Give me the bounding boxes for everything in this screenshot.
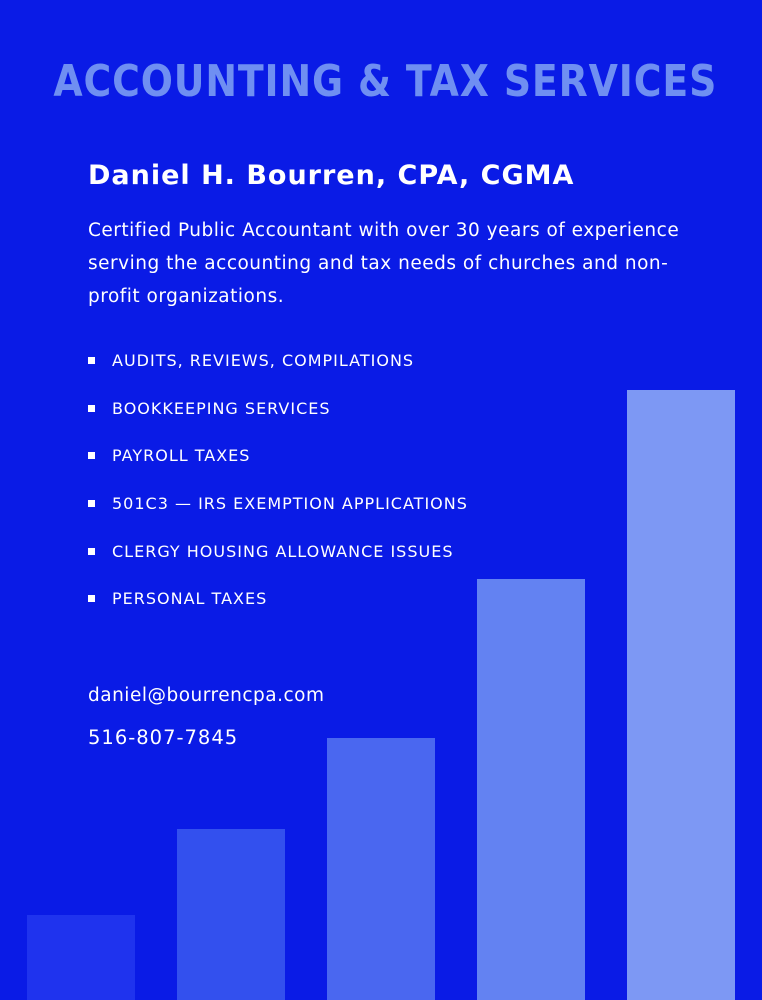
decor-bar-5 xyxy=(627,390,735,1000)
service-item xyxy=(88,527,468,575)
service-label: BOOKKEEPING SERVICES xyxy=(112,398,331,418)
decor-bar-3 xyxy=(327,738,435,1000)
square-bullet-icon xyxy=(88,548,95,555)
service-item xyxy=(88,575,468,623)
contact-phone[interactable]: 516-807-7845 xyxy=(88,726,239,749)
service-label: PERSONAL TAXES xyxy=(112,589,268,609)
service-label: PAYROLL TAXES xyxy=(112,446,251,466)
service-item xyxy=(88,385,468,433)
service-item xyxy=(88,337,468,385)
square-bullet-icon xyxy=(88,405,95,412)
service-label: 501C3 — IRS EXEMPTION APPLICATIONS xyxy=(112,494,468,514)
profile-description: Certified Public Accountant with over 30 years of experience serving the accounting and tax needs of churches and non-profit organizations. xyxy=(88,220,680,307)
decor-bar-1 xyxy=(27,915,135,1000)
contact-email[interactable]: daniel@bourrencpa.com xyxy=(88,685,325,706)
service-label: AUDITS, REVIEWS, COMPILATIONS xyxy=(112,351,415,371)
square-bullet-icon xyxy=(88,500,95,507)
square-bullet-icon xyxy=(88,452,95,459)
service-label: CLERGY HOUSING ALLOWANCE ISSUES xyxy=(112,541,454,561)
decor-bar-2 xyxy=(177,829,285,1000)
square-bullet-icon xyxy=(88,595,95,602)
service-item xyxy=(88,432,468,480)
page-title: ACCOUNTING & TAX SERVICES xyxy=(53,56,718,107)
services-list xyxy=(88,337,468,623)
cpa-name: Daniel H. Bourren, CPA, CGMA xyxy=(88,160,575,191)
service-item xyxy=(88,480,468,528)
decor-bar-4 xyxy=(477,579,585,1000)
square-bullet-icon xyxy=(88,357,95,364)
